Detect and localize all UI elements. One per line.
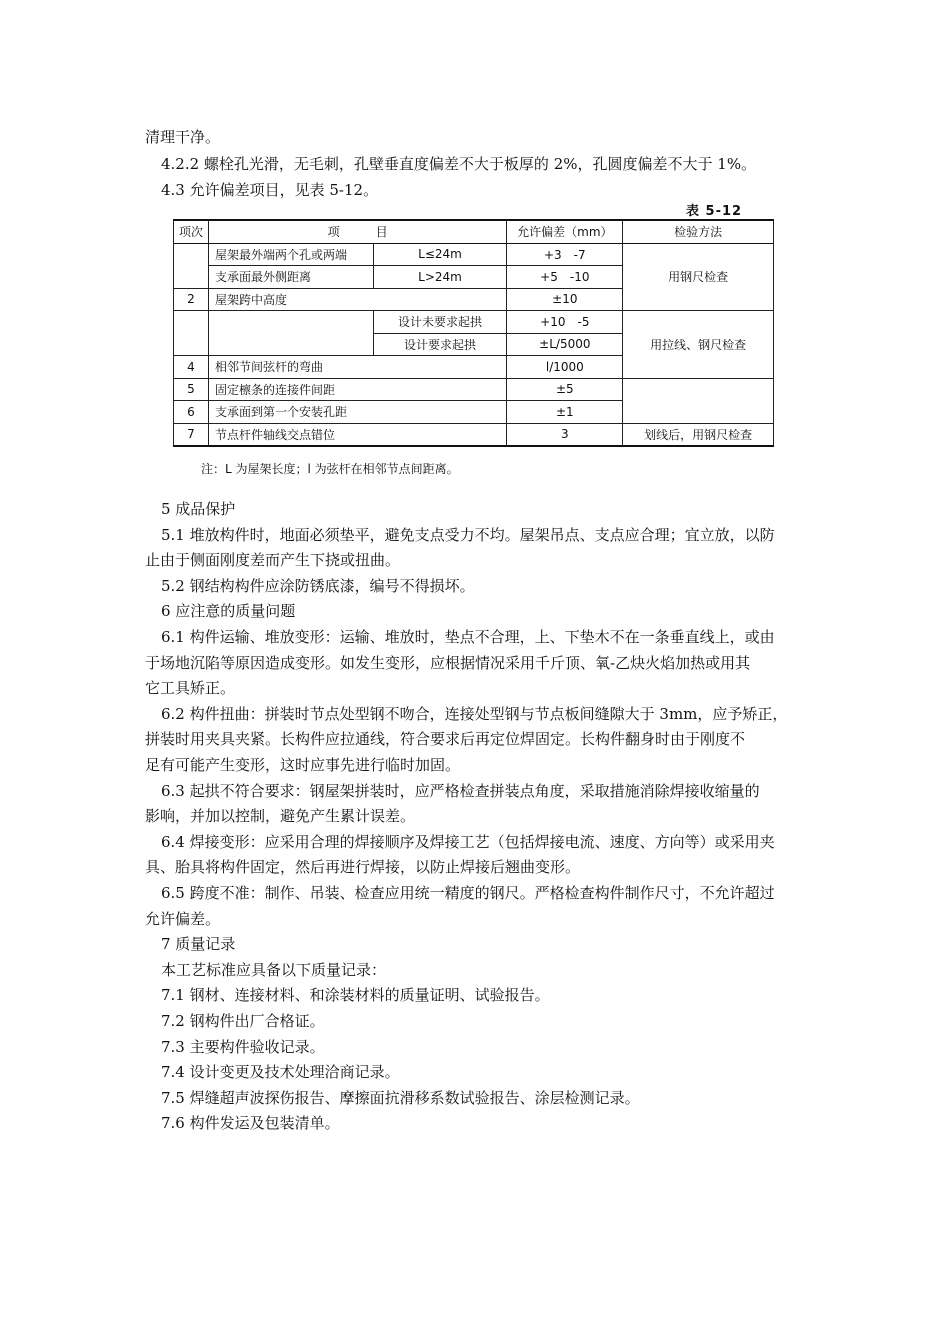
text-line: 拼装时用夹具夹紧。长构件应拉通线，符合要求后再定位焊固定。长构件翻身时由于刚度不: [145, 730, 746, 749]
row-tolerance: 3: [507, 423, 623, 446]
text-line: 6.2 构件扭曲：拼装时节点处型钢不吻合，连接处型钢与节点板间缝隙大于 3mm，应予矫正，: [161, 704, 788, 723]
text-line: 4.2.2 螺栓孔光滑，无毛刺，孔壁垂直度偏差不大于板厚的 2%，孔圆度偏差不大于 1%。: [161, 154, 757, 173]
header-tolerance: 允许偏差（mm）: [507, 220, 623, 243]
row-tolerance: ±5: [507, 378, 623, 401]
row-no-empty: [174, 311, 209, 356]
text-line: 本工艺标准应具备以下质量记录：: [161, 960, 387, 979]
text-line: 4.3 允许偏差项目，见表 5-12。: [161, 181, 379, 199]
row-item: 固定檩条的连接件间距: [208, 378, 506, 401]
row-no: 5: [174, 378, 209, 401]
text-line: 允许偏差。: [145, 909, 221, 928]
row-item: 节点杆件轴线交点错位: [208, 423, 506, 446]
row-condition: L>24m: [373, 266, 507, 289]
row-method: 划线后，用钢尺检查: [623, 423, 774, 446]
header-method: 检验方法: [623, 220, 774, 243]
text-line: 清理干净。: [145, 128, 221, 146]
text-line: 5 成品保护: [161, 500, 236, 518]
row-condition: 设计要求起拱: [373, 333, 507, 356]
text-line: 它工具矫正。: [145, 679, 236, 698]
row-no-empty: [174, 243, 209, 288]
table-row: [174, 378, 774, 401]
row-item: 屋架最外端两个孔或两端: [208, 243, 373, 266]
row-item: 屋架跨中高度: [208, 288, 506, 311]
text-line: 于场地沉陷等原因造成变形。如发生变形，应根据情况采用千斤顶、氧-乙炔火焰加热或用其: [145, 653, 751, 672]
row-tolerance: +10 -5: [507, 311, 623, 334]
row-tolerance: ±1: [507, 401, 623, 424]
row-condition: 设计未要求起拱: [373, 311, 507, 334]
header-item: 项 目: [208, 220, 506, 243]
row-condition: L≤24m: [373, 243, 507, 266]
text-line: 7 质量记录: [161, 935, 236, 954]
text-line: 6.3 起拱不符合要求：钢屋架拼装时，应严格检查拼装点角度，采取措施消除焊接收缩量的: [161, 781, 760, 800]
row-item: 支承面最外侧距离: [208, 266, 373, 289]
text-line: 止由于侧面刚度差而产生下挠或扭曲。: [145, 551, 401, 570]
text-line: 7.4 设计变更及技术处理洽商记录。: [161, 1063, 400, 1082]
row-method: 用拉线、钢尺检查: [623, 311, 774, 379]
row-tolerance: +3 -7: [507, 243, 623, 266]
text-line: 6.4 焊接变形：应采用合理的焊接顺序及焊接工艺（包括焊接电流、速度、方向等）或采用夹: [161, 832, 775, 851]
row-tolerance: l/1000: [507, 356, 623, 379]
row-no: 7: [174, 423, 209, 446]
text-line: 6 应注意的质量问题: [161, 602, 296, 621]
row-no: 2: [174, 288, 209, 311]
row-method-empty: [623, 378, 774, 423]
table-note: 注：L 为屋架长度；l 为弦杆在相邻节点间距离。: [201, 462, 459, 476]
table-row: [174, 311, 774, 334]
row-tolerance: ±L/5000: [507, 333, 623, 356]
row-tolerance: ±10: [507, 288, 623, 311]
row-item: 相邻节间弦杆的弯曲: [208, 356, 506, 379]
row-item-empty: [208, 311, 373, 356]
header-no: 项次: [174, 220, 209, 243]
text-line: 具、胎具将构件固定，然后再进行焊接，以防止焊接后翘曲变形。: [145, 858, 581, 877]
text-line: 7.6 构件发运及包装清单。: [161, 1114, 340, 1133]
text-line: 7.3 主要构件验收记录。: [161, 1037, 325, 1056]
tolerance-table: [173, 219, 774, 447]
table-row: [174, 423, 774, 446]
row-no: 4: [174, 356, 209, 379]
row-tolerance: +5 -10: [507, 266, 623, 289]
row-method: 用钢尺检查: [623, 243, 774, 311]
table-row: [174, 243, 774, 266]
row-no: 6: [174, 401, 209, 424]
row-item: 支承面到第一个安装孔距: [208, 401, 506, 424]
text-line: 5.2 钢结构构件应涂防锈底漆，编号不得损坏。: [161, 576, 475, 595]
text-line: 5.1 堆放构件时，地面必须垫平，避免支点受力不均。屋架吊点、支点应合理；宜立放，以防: [161, 525, 775, 544]
text-line: 6.1 构件运输、堆放变形：运输、堆放时，垫点不合理，上、下垫木不在一条垂直线上，或由: [161, 628, 775, 646]
text-line: 足有可能产生变形，这时应事先进行临时加固。: [145, 756, 461, 774]
text-line: 7.1 钢材、连接材料、和涂装材料的质量证明、试验报告。: [161, 986, 550, 1005]
text-line: 7.5 焊缝超声波探伤报告、摩擦面抗滑移系数试验报告、涂层检测记录。: [161, 1088, 640, 1107]
table-caption: 表 5-12: [686, 204, 743, 219]
table-header-row: [174, 220, 774, 243]
text-line: 6.5 跨度不准：制作、吊装、检查应用统一精度的钢尺。严格检查构件制作尺寸，不允许超过: [161, 884, 775, 902]
text-line: 7.2 钢构件出厂合格证。: [161, 1012, 325, 1030]
text-line: 影响，并加以控制，避免产生累计误差。: [145, 807, 416, 826]
